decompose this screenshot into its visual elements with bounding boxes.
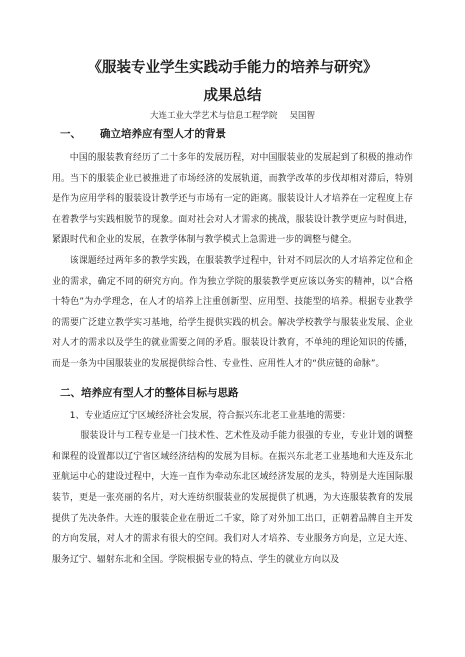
document-subtitle: 成果总结 — [203, 87, 262, 104]
author-affiliation: 大连工业大学艺术与信息工程学院 — [149, 111, 278, 121]
paragraph: 该课题经过两年多的教学实践，在服装教学过程中，针对不同层次的人才培养定位和企业的需求，确定不同的研究方向。作为独立学院的服装教学更应该以务实的精神，以“合格十特色”为办学理念，在人才的培养上注重创新型、应用型、技能型的培养。根据专业教学的需要广泛建立教学实习基地，给学生提供实践的机会。解决学校教学与服装业发展、企业对人才的需求以及学生的就业需要之间的矛盾。服装设计教育，不单纯的理论知识的传播，而是一条为中国服装业的发展提供综合性、专业性、应用性人才的“供应链的命脉”。 — [52, 255, 413, 369]
section-number: 一、 — [60, 128, 81, 140]
document-title: 《服装专业学生实践动手能力的培养与研究》 — [87, 59, 378, 76]
section-title: 确立培养应有型人才的背景 — [100, 128, 226, 140]
author-line — [52, 110, 413, 123]
section-heading — [52, 126, 413, 142]
subsection-heading: 1、专业适应辽宁区域经济社会发展，符合振兴东北老工业基地的需要： — [69, 410, 351, 421]
section-number: 二、 — [60, 386, 81, 399]
paragraph: 中国的服装教育经历了二十多年的发展历程，对中国服装业的发展起到了积极的推动作用。当下的服装企业已被推进了市场经济的发展轨道，而教学改革的步伐却相对滞后，特别是作为应用学科的服装设计教学还与市场有一定的距离。服装设计人才培养在一定程度上存在着教学与实践相脱节的现象。面对社会对人才需求的挑战，服装设计教学更应与时俱进，紧跟时代和企业的发展，在教学体制与教学模式上急需进一步的调整与健全。 — [52, 153, 413, 246]
section-heading — [52, 385, 413, 401]
paragraph: 服装设计与工程专业是一门技术性、艺术性及动手能力很强的专业，专业计划的调整和课程的设置都以辽宁省区域经济结构的发展为目标。在振兴东北老工业基地和大连及东北亚航运中心的建设过程中，大连一直作为牵动东北区域经济发展的龙头，特别是大连国际服装节，更是一张亮丽的名片，对大连纺织服装业的发展提供了机遇，为大连服装教育的发展提供了先决条件。大连的服装企业在册近二千家，除了对外加工出口，正朝着品牌自主开发的方向发展，对人才的需求有很大的空间。我们对人才培养、专业服务方向是，立足大连、服务辽宁、辐射东北和全国。学院根据专业的特点、学生的就业方向以及 — [52, 431, 413, 565]
section-title: 培养应有型人才的整体目标与思路 — [81, 386, 239, 399]
author-name: 吴国智 — [289, 111, 316, 121]
